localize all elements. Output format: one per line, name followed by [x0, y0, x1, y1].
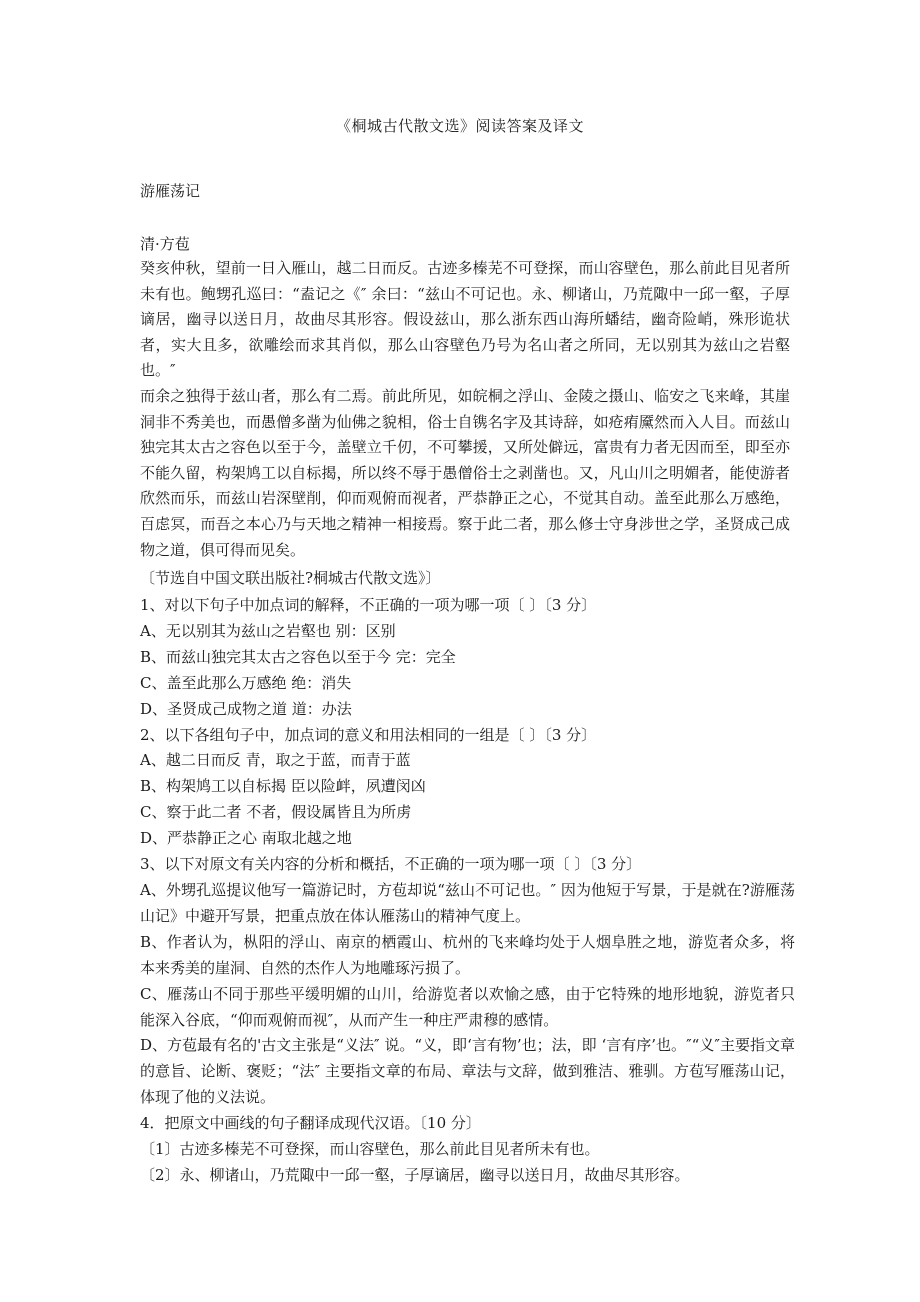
question-option: D、严恭静正之心 南取北越之地 [140, 829, 352, 848]
question-option: A、外甥孔巡提议他写一篇游记时，方苞却说“兹山不可记也。″ 因为他短于写景，于是就在?游雁荡山记》中避开写景，把重点放在体认雁荡山的精神气度上。 [140, 880, 795, 925]
question-stem: 3、以下对原文有关内容的分析和概括，不正确的一项为哪一项〔 〕〔3 分〕 [140, 855, 642, 874]
question-option: A、越二日而反 青，取之于蓝，而青于蓝 [140, 751, 411, 770]
question-option: D、方苞最有名的'古文主张是“义法″ 说。“义，即‘言有物’也；法，即 ‘言有序’也。″“义″主要指文章的意旨、论断、褒贬；“法″ 主要指文章的布局、章法与文辞，做到雅洁、雅驯。方苞写雁荡山记，体现了他的义法说。 [140, 1036, 795, 1107]
essay-paragraph: 而余之独得于兹山者，那么有二焉。前此所见，如皖桐之浮山、金陵之摄山、临安之飞来峰，其崖洞非不秀美也，而愚僧多凿为仙佛之貌相，俗士自镌名字及其诗辞，如疮痏黡然而入人目。而兹山独完其太古之容色以至于今，盖壁立千仞，不可攀援，又所处僻远，富贵有力者无因而至，即至亦不能久留，构架鸠工以自标揭，所以终不辱于愚僧俗士之剥凿也。又，凡山川之明媚者，能使游者欣然而乐，而兹山岩深壁削，仰而观俯而视者，严恭静正之心，不觉其自动。盖至此那么万感绝，百虑冥，而吾之本心乃与天地之精神一相接焉。察于此二者，那么修士守身涉世之学，圣贤成己成物之道，俱可得而见矣。 [140, 386, 790, 559]
source-note: 〔节选自中国文联出版社?桐城古代散文选》〕 [140, 569, 441, 587]
question-stem: 1、对以下句子中加点词的解释，不正确的一项为哪一项〔 〕〔3 分〕 [140, 596, 597, 614]
essay-body [140, 256, 790, 563]
question-option: D、圣贤成己成物之道 道：办法 [140, 699, 352, 718]
question-list [140, 593, 795, 1189]
essay-author: 清·方苞 [140, 235, 190, 253]
document-title: 《桐城古代散文选》阅读答案及译文 [335, 117, 584, 135]
question-option: B、而兹山独完其太古之容色以至于今 完：完全 [140, 647, 456, 666]
question-option: B、构架鸠工以自标揭 臣以险衅，夙遭闵凶 [140, 777, 426, 796]
translation-item: 〔1〕古迹多榛芜不可登探，而山容壁色，那么前此目见者所未有也。 [140, 1140, 600, 1159]
source-note-block [140, 566, 795, 592]
question-option: A、无以别其为兹山之岩壑也 别：区别 [140, 621, 396, 640]
translation-item: 〔2〕永、柳诸山，乃荒陬中一邱一壑，子厚谪居，幽寻以送日月，故曲尽其形容。 [140, 1165, 690, 1184]
question-option: C、盖至此那么万感绝 绝：消失 [140, 673, 352, 692]
question-stem: 2、以下各组句子中，加点词的意义和用法相同的一组是〔 〕〔3 分〕 [140, 725, 597, 744]
question-option: C、雁荡山不同于那些平缓明媚的山川，给游览者以欢愉之感，由于它特殊的地形地貌，游览者只能深入谷底，“仰而观俯而视″，从而产生一种庄严肃穆的感情。 [140, 984, 795, 1029]
question-option: C、察于此二者 不者，假设属皆且为所虏 [140, 803, 412, 822]
essay-paragraph: 癸亥仲秋，望前一日入雁山，越二日而反。古迹多榛芜不可登探，而山容壁色，那么前此目见者所未有也。鲍甥孔巡曰：“盍记之《″ 余曰：“兹山不可记也。永、柳诸山，乃荒陬中一邱一壑，子厚谪居，幽寻以送日月，故曲尽其形容。假设兹山，那么浙东西山海所蟠结，幽奇险峭，殊形诡状者，实大且多，欲雕绘而求其肖似，那么山容壁色乃号为名山者之所同，无以别其为兹山之岩壑也。″ [140, 259, 790, 380]
question-option: B、作者认为，枞阳的浮山、南京的栖霞山、杭州的飞来峰均处于人烟阜胜之地，游览者众多，将本来秀美的崖洞、自然的杰作人为地雕琢污损了。 [140, 932, 795, 977]
question-stem: 4．把原文中画线的句子翻译成现代汉语。〔10 分〕 [140, 1114, 481, 1133]
essay-title: 游雁荡记 [140, 182, 201, 200]
